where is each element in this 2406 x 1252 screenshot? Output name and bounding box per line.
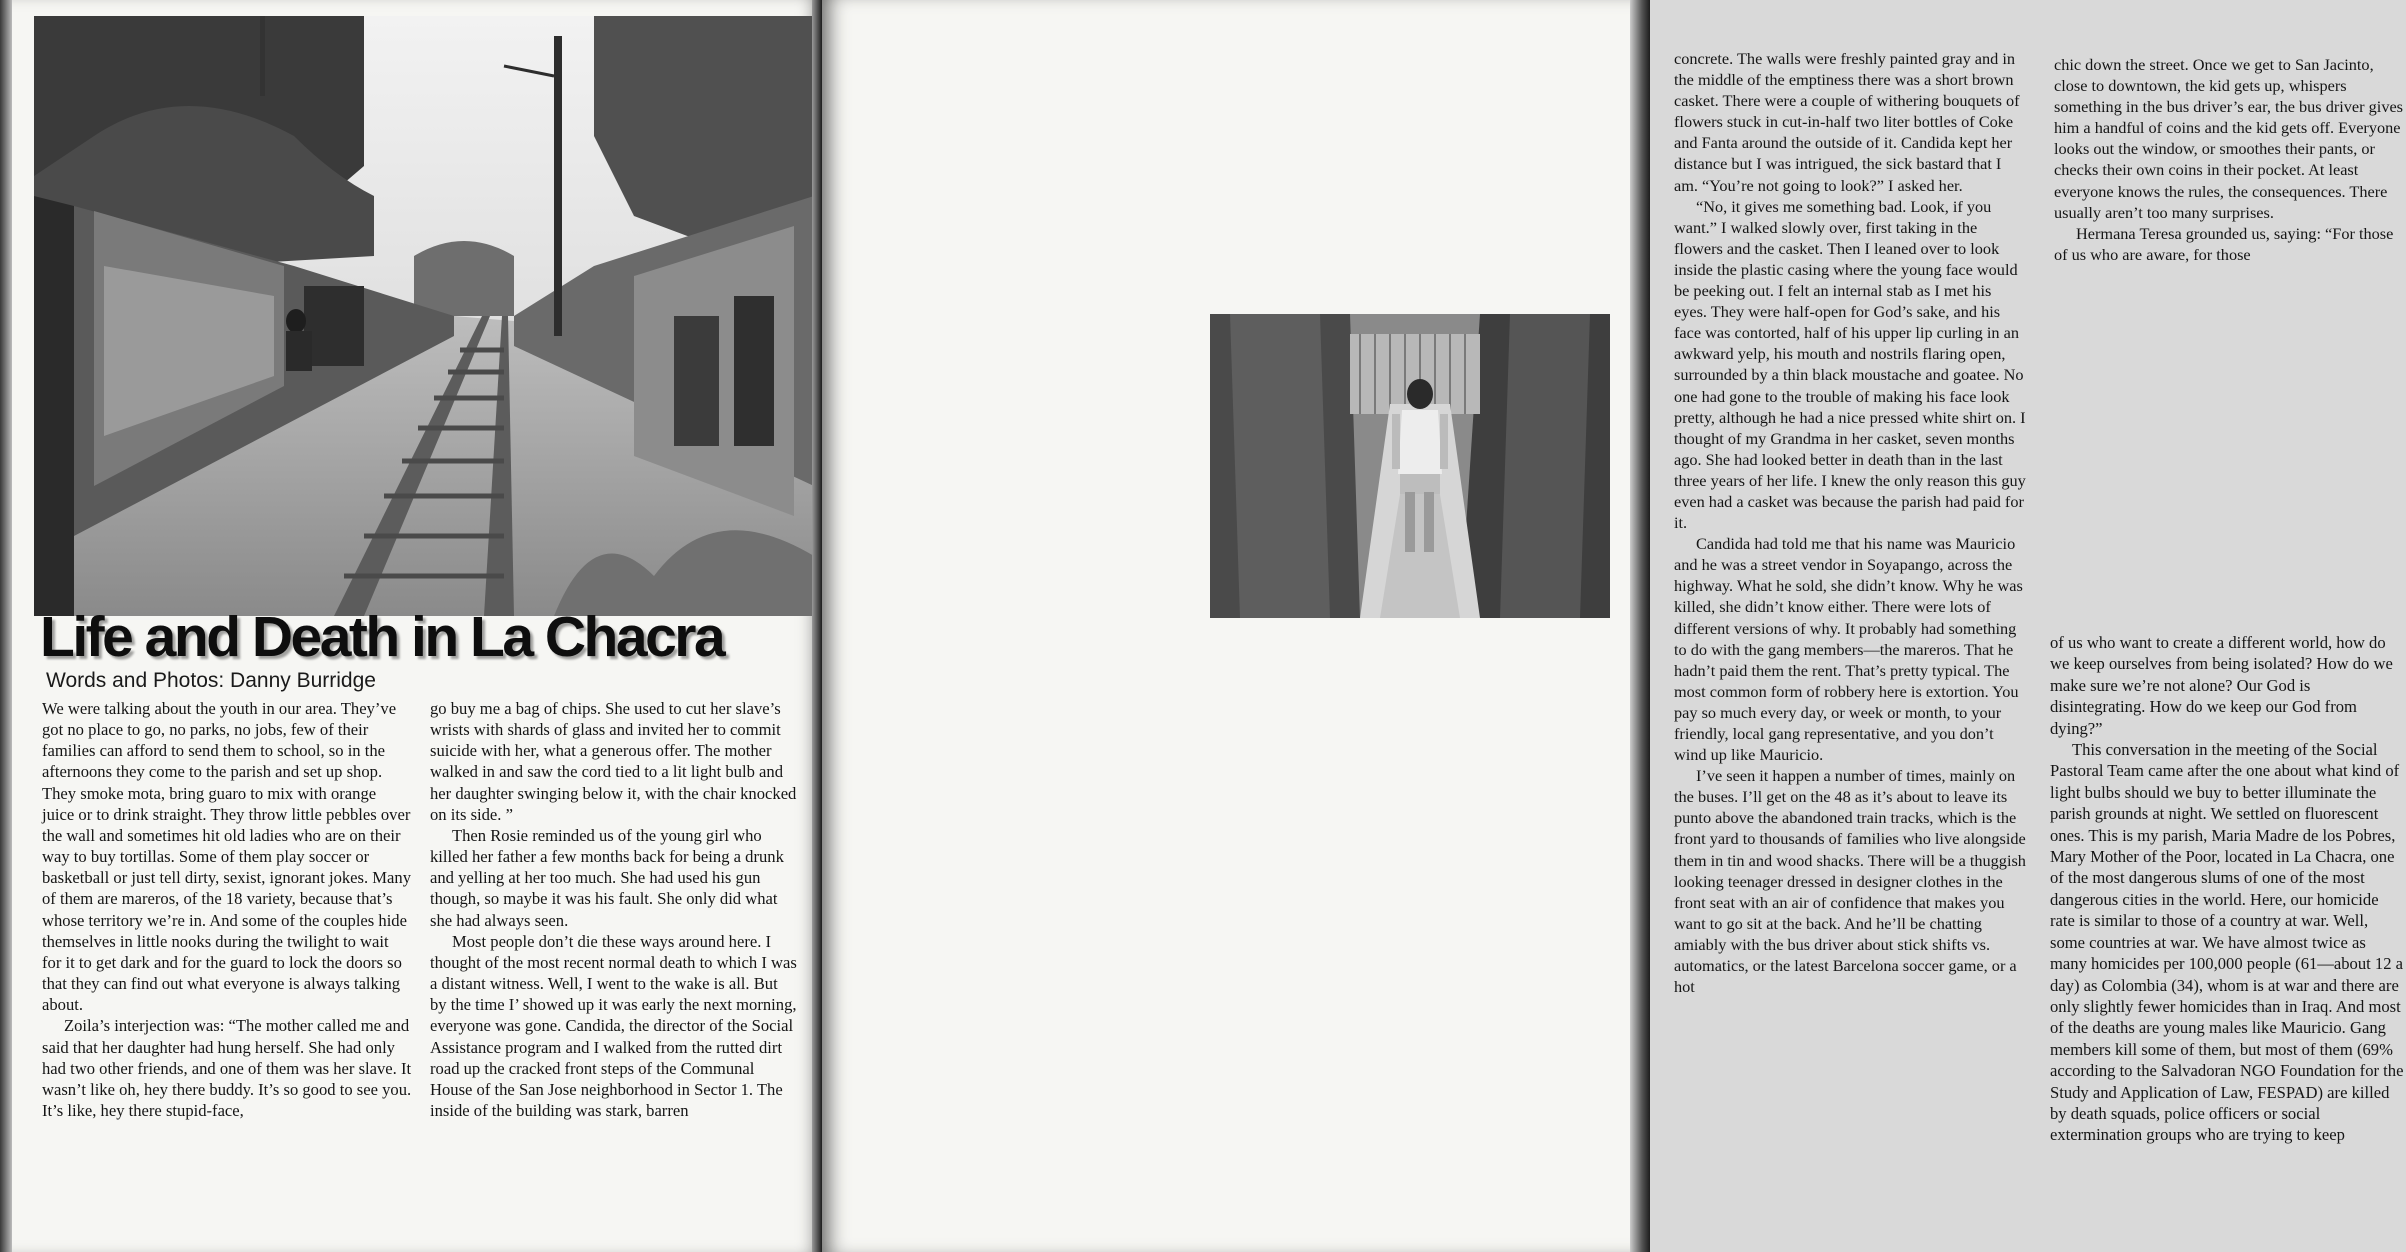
paragraph: Zoila’s interjection was: “The mother called me and said that her daughter had hung herself. She had only had two other friends, and one of them was her slave. It wasn’t like oh, hey there buddy. It’s so good to see you. It’s like, hey there stupid-face, bbox=[42, 1016, 412, 1120]
article-headline: Life and Death in La Chacra bbox=[40, 605, 724, 669]
paragraph: We were talking about the youth in our area. They’ve got no place to go, no parks, no jobs, few of their families can afford to send them to school, so in the afternoons they come to the parish and set up shop. They smoke mota, bring guaro to mix with orange juice or to drink straight. They throw little pebbles over the wall and sometimes hit old ladies who are on their way to buy tortillas. Some of them play soccer or basketball or just tell dirty, sexist, ignorant jokes. Many of them are mareros, of the 18 variety, because that’s whose territory we’re in. And some of the couples hide themselves in little nooks during the twilight to wait for it to get dark and for the guard to lock the doors so that they can find out what everyone is always talking about. bbox=[42, 699, 411, 1015]
paragraph: This conversation in the meeting of the Social Pastoral Team came after the one about what kind of light bulbs should we buy to better illuminate the parish grounds at night. We settled on fluorescent ones. This is my parish, Maria Madre de los Pobres, Mary Mother of the Poor, located in La Chacra, one of the most dangerous slums of one of the most dangerous cities in the world. Here, our homicide rate is similar to those of a country at war. Well, some countries at war. We have almost twice as many homicides per 100,000 people (61—about 12 a day) as Colombia (34), whom is at war and there are only slightly fewer homicides than in Iraq. And most of the deaths are young males like Mauricio. Gang members kill some of them, but most of them (69% according to the Salvadoran NGO Foundation for the Study and Application of Law, FESPAD) are killed by death squads, police officers or social extermination groups who are trying to keep bbox=[2050, 740, 2404, 1145]
paragraph: of us who want to create a different world, how do we keep ourselves from being isolated? How do we make sure we’re not alone? Our God is disintegrating. How do we keep our God from dying?” bbox=[2050, 633, 2393, 738]
text-column-1 bbox=[42, 698, 412, 1121]
paragraph: Candida had told me that his name was Mauricio and he was a street vendor in Soyapango, across the highway. What he sold, she didn’t know. Why he was killed, she didn’t know either. There were lots of different versions of why. It probably had something to do with the gang members—the mareros. That he hadn’t paid them the rent. That’s pretty typical. The most common form of robbery here is extortion. You pay so much every day, or week or month, to your friendly, local gang representative, and you don’t wind up like Mauricio. bbox=[1674, 534, 2023, 765]
left-page bbox=[0, 0, 820, 1252]
page-edge-shadow bbox=[1630, 0, 1650, 1252]
paragraph: Most people don’t die these ways around here. I thought of the most recent normal death to which I was a distant witness. Well, I went to the wake is all. But by the time I’ showed up it was early the next morning, everyone was gone. Candida, the director of the Social Assistance program and I walked from the rutted dirt road up the cracked front steps of the Communal House of the San Jose neighborhood in Sector 1. The inside of the building was stark, barren bbox=[430, 931, 797, 1120]
paragraph: concrete. The walls were freshly painted gray and in the middle of the emptiness there was a short brown casket. There were a couple of withering bouquets of flowers stuck in cut-in-half two liter bottles of Coke and Fanta around the outside of it. Candida kept her distance but I was intrigued, the sick bastard that I am. “You’re not going to look?” I asked her. bbox=[1674, 49, 2020, 195]
byline: Words and Photos: Danny Burridge bbox=[46, 669, 376, 692]
text-column-3 bbox=[1674, 48, 2026, 997]
paragraph: Hermana Teresa grounded us, saying: “For those of us who are aware, for those bbox=[2054, 223, 2394, 264]
paragraph: Then Rosie reminded us of the young girl who killed her father a few months back for being a drunk and yelling at her too much. She had used his gun though, so maybe it was his fault. She only did what she had always seen. bbox=[430, 825, 784, 930]
paragraph: go buy me a bag of chips. She used to cut her slave’s wrists with shards of glass and invited her to commit suicide with her, what a generous offer. The mother walked in and saw the cord tied to a lit light bulb and her daughter swinging below it, with the chair knocked on its side. ” bbox=[430, 699, 797, 824]
text-column-4-continued bbox=[2050, 632, 2406, 1146]
page-edge-shadow bbox=[0, 0, 12, 1252]
text-column-4 bbox=[2054, 54, 2406, 265]
paragraph: “No, it gives me something bad. Look, if you want.” I walked slowly over, first taking in the flowers and the casket. Then I leaned over to look inside the plastic casing where the young face would be peeking out. I felt an internal stab as I met his eyes. They were half-open for God’s sake, and his face was contorted, half of his upper lip curling in an awkward yelp, his mouth and nostrils flaring open, surrounded by a thin black moustache and goatee. No one had gone to the trouble of making his face look pretty, although he had a nice pressed white shirt on. I thought of my Grandma in her casket, seven months ago. She had looked better in death than in the last three years of her life. I knew the only reason this guy even had a casket was because the parish had paid for it. bbox=[1674, 196, 2026, 533]
paragraph: I’ve seen it happen a number of times, mainly on the buses. I’ll get on the 48 as it’s about to leave its punto above the abandoned train tracks, which is the front yard to thousands of families who live alongside them in tin and wood shacks. There will be a thuggish looking teenager dressed in designer clothes in the front seat with an air of confidence that makes you want to go sit at the back. And he’ll be chatting amiably with the bus driver about stick shifts vs. automatics, or the latest Barcelona soccer game, or a hot bbox=[1674, 766, 2026, 997]
text-column-2 bbox=[430, 698, 798, 1121]
girl-walking-path-photo bbox=[1210, 314, 1610, 618]
right-page bbox=[822, 0, 2404, 1252]
railroad-tracks-alley-photo bbox=[34, 16, 814, 616]
paragraph: chic down the street. Once we get to San Jacinto, close to downtown, the kid gets up, whispers something in the bus driver’s ear, the bus driver gives him a handful of coins and the kid gets off. Everyone looks out the window, or smoothes their pants, or checks their own coins in their pocket. At least everyone knows the rules, the consequences. There usually aren’t too many surprises. bbox=[2054, 55, 2404, 222]
